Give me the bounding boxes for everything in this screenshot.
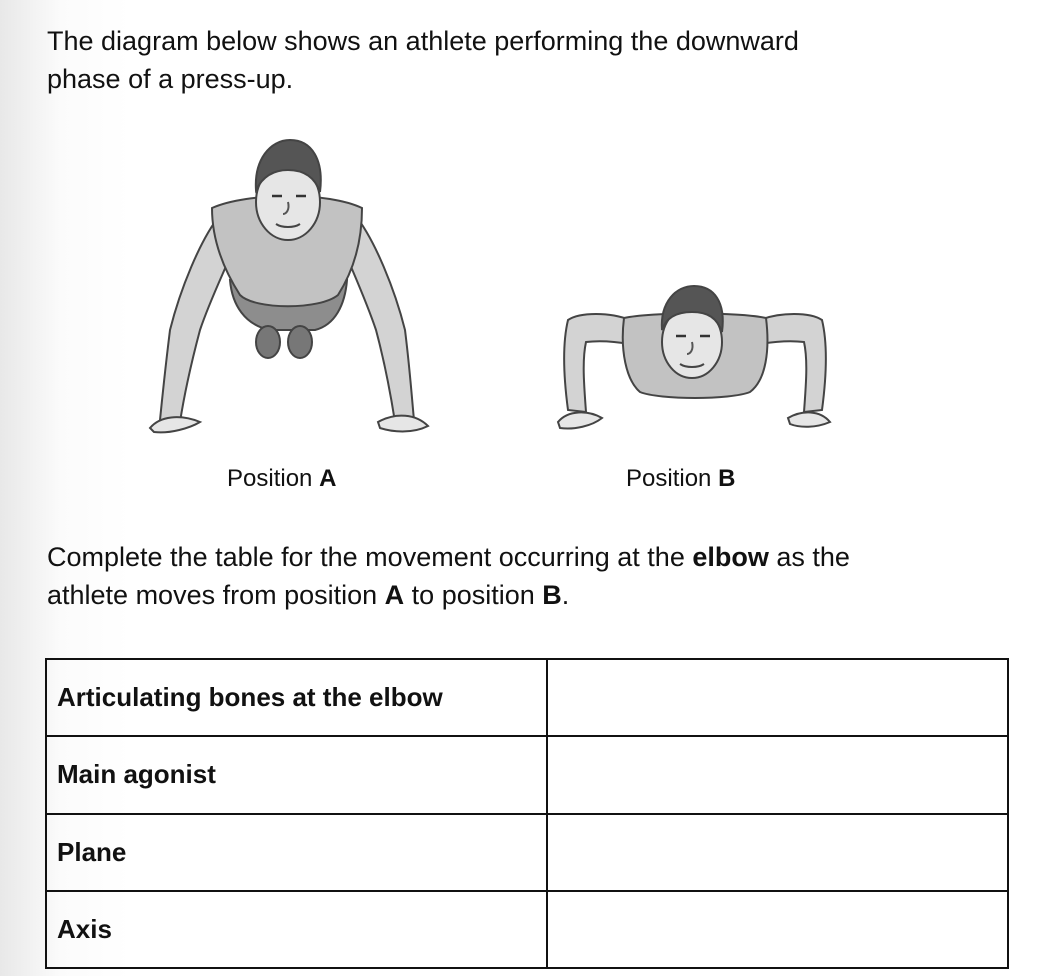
athlete-position-a bbox=[150, 140, 428, 432]
position-b-prefix: Position bbox=[626, 465, 719, 492]
answer-cell-main-agonist[interactable] bbox=[547, 736, 1008, 813]
press-up-diagram bbox=[140, 130, 860, 500]
answer-cell-axis[interactable] bbox=[547, 891, 1008, 968]
press-up-illustration bbox=[140, 130, 860, 460]
position-a-prefix: Position bbox=[227, 465, 320, 492]
row-label-plane: Plane bbox=[46, 814, 547, 891]
prompt-text-1: Complete the table for the movement occurring at the bbox=[47, 542, 693, 572]
position-a-label bbox=[227, 465, 336, 493]
position-a-letter: A bbox=[319, 465, 337, 492]
prompt-bold-b: B bbox=[542, 580, 562, 610]
prompt-text-4: to position bbox=[404, 580, 543, 610]
table-row bbox=[46, 659, 1008, 736]
position-b-label bbox=[626, 465, 735, 493]
prompt-bold-elbow: elbow bbox=[692, 542, 769, 572]
prompt-text-2: as the bbox=[768, 542, 850, 572]
table-row bbox=[46, 891, 1008, 968]
intro-line-2: phase of a press-up. bbox=[47, 64, 294, 94]
answer-cell-plane[interactable] bbox=[547, 814, 1008, 891]
prompt-text-3: athlete moves from position bbox=[47, 580, 385, 610]
answer-table bbox=[45, 658, 1009, 969]
intro-line-1: The diagram below shows an athlete performing the downward bbox=[47, 26, 799, 56]
table-row bbox=[46, 736, 1008, 813]
position-b-letter: B bbox=[718, 465, 736, 492]
row-label-axis: Axis bbox=[46, 891, 547, 968]
prompt-text-5: . bbox=[561, 580, 570, 610]
athlete-position-b bbox=[558, 286, 830, 429]
question-prompt bbox=[47, 538, 1007, 614]
row-label-articulating-bones: Articulating bones at the elbow bbox=[46, 659, 547, 736]
row-label-main-agonist: Main agonist bbox=[46, 736, 547, 813]
answer-cell-articulating-bones[interactable] bbox=[547, 659, 1008, 736]
question-intro bbox=[47, 22, 947, 98]
prompt-bold-a: A bbox=[384, 580, 405, 610]
table-row bbox=[46, 814, 1008, 891]
